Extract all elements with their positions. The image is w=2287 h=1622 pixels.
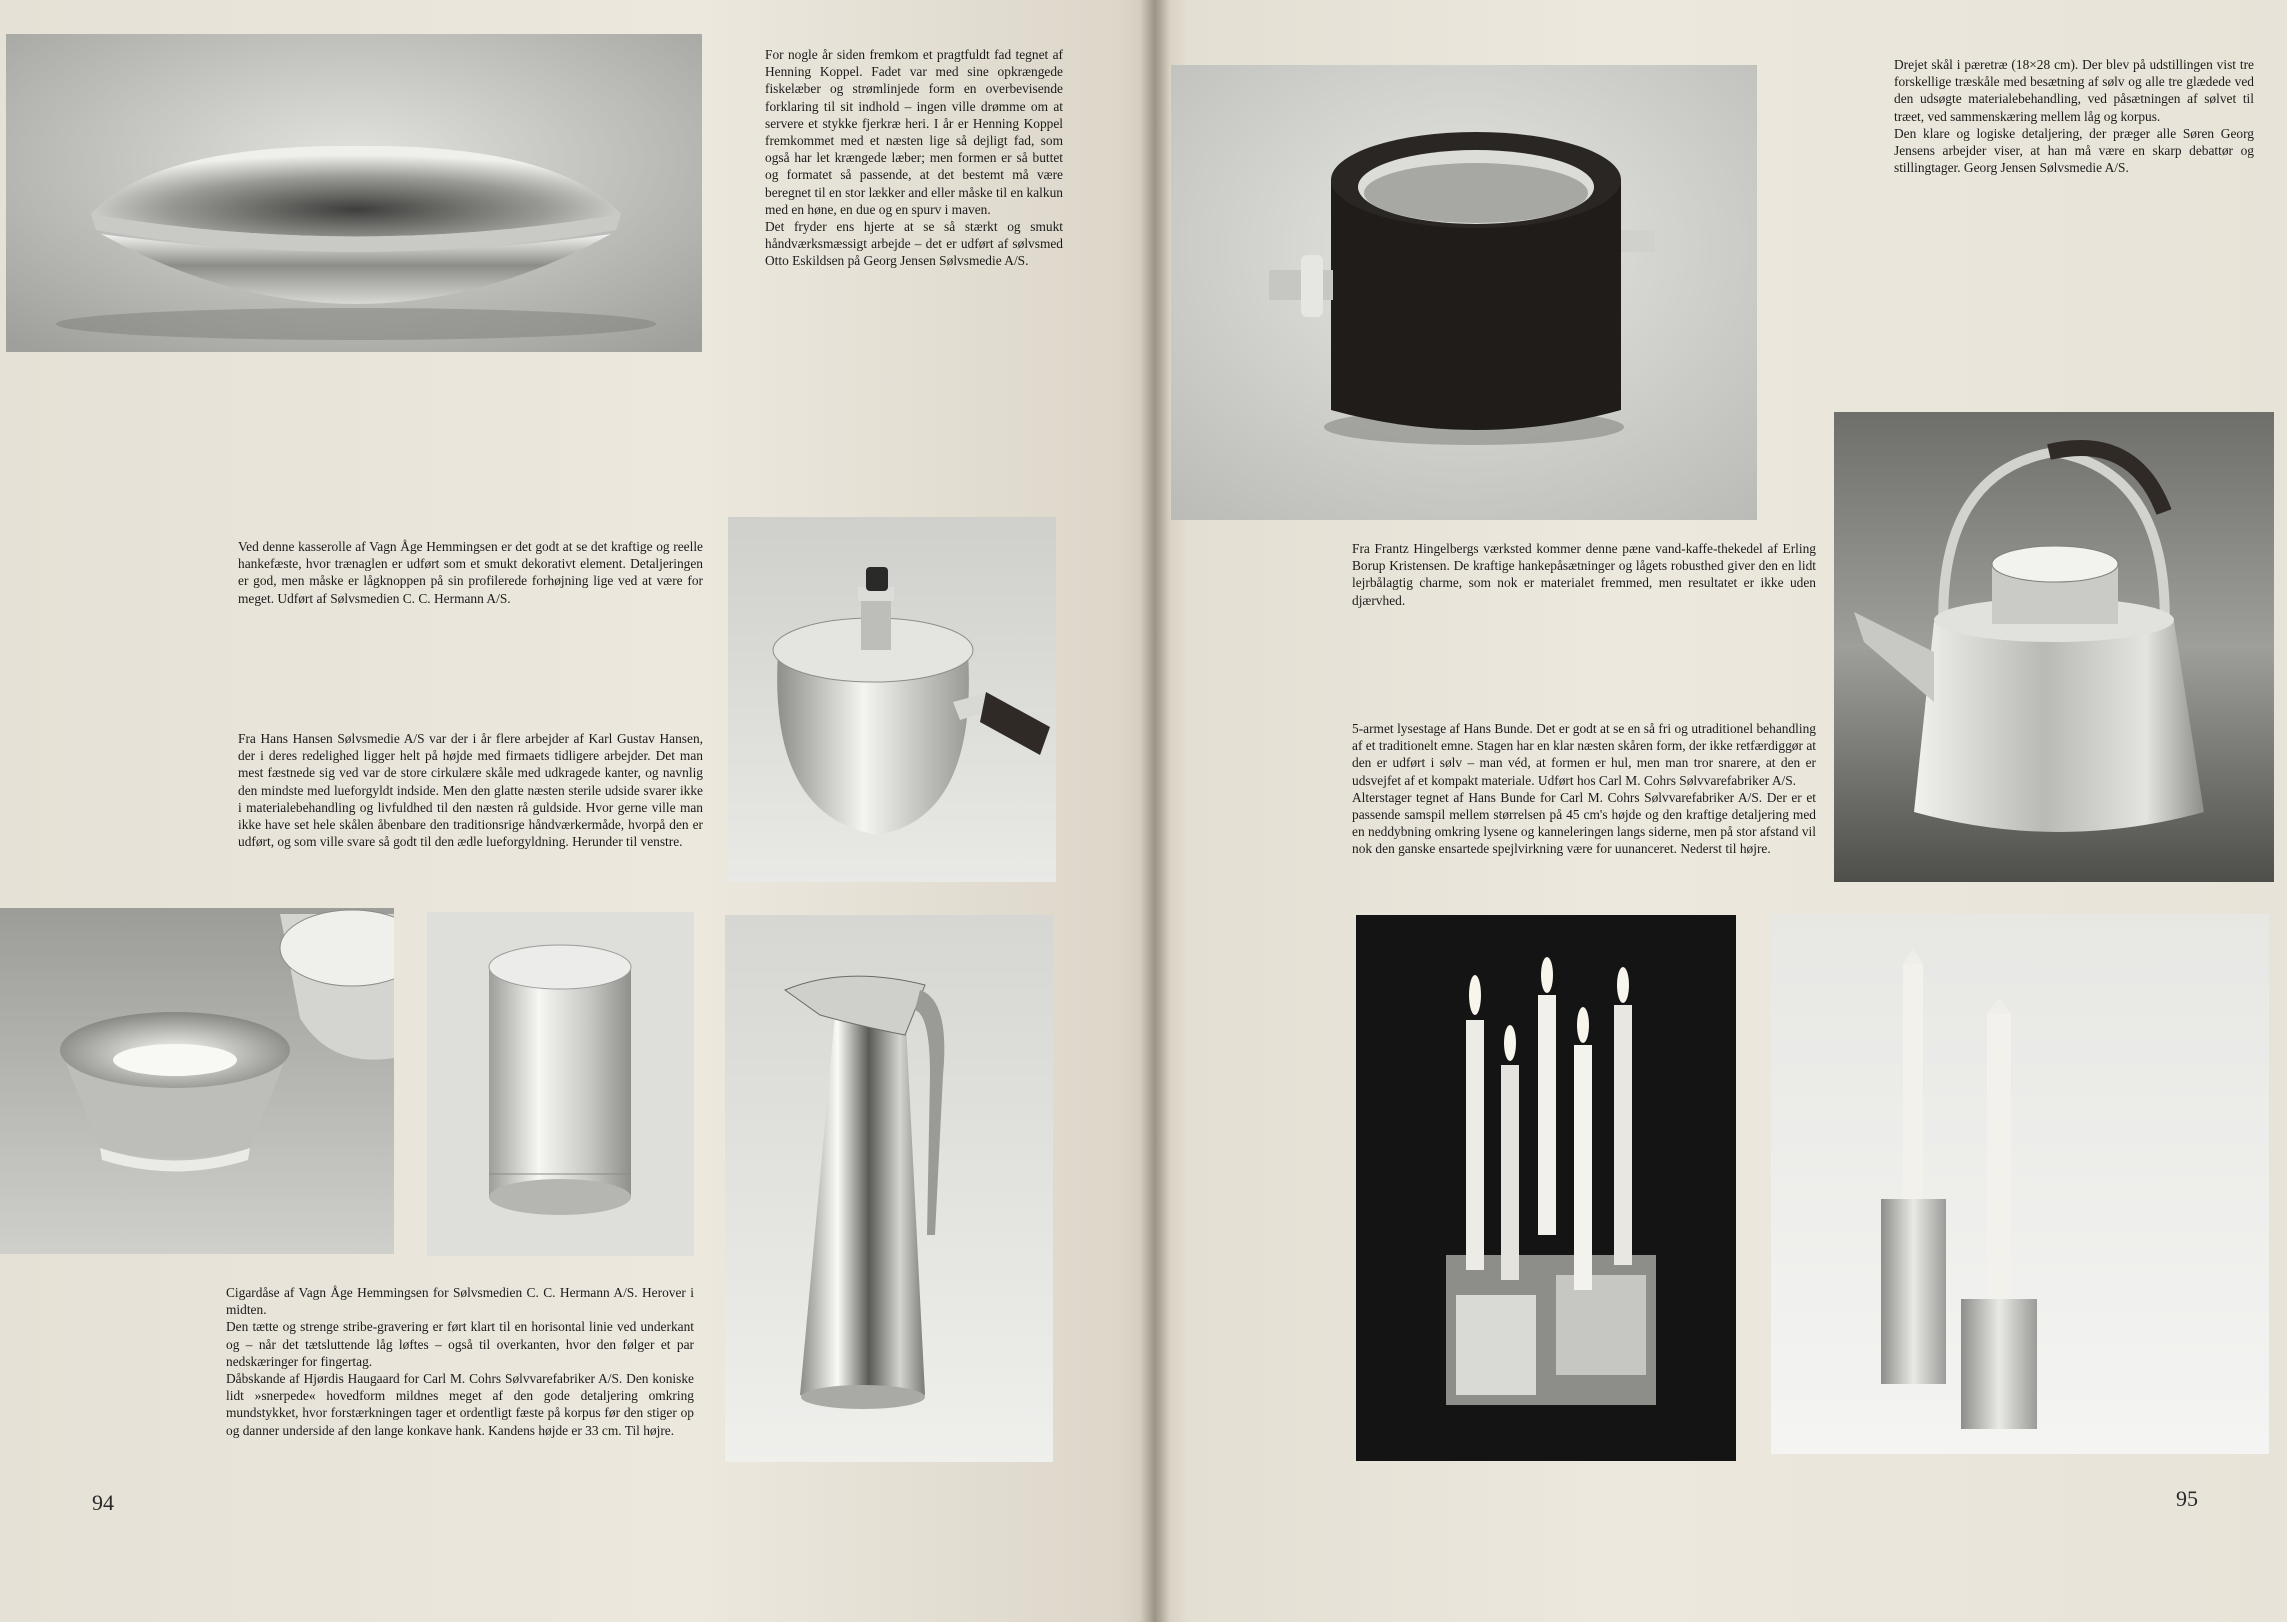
caption-paragraph: Ved denne kasserolle af Vagn Åge Hemmingsen er det godt at se det kraftige og reelle hankefæste, hvor trænaglen er udført som et smukt dekorativt element. Detaljeringen er god, men måske er lågknoppen på sin profilerede forhøjning lige ved at være for meget. Udført af Sølvsmedien C. C. Hermann A/S. bbox=[238, 539, 703, 606]
photo-gilded-bowl bbox=[0, 908, 394, 1254]
caption-paragraph: Fra Hans Hansen Sølvsmedie A/S var der i år flere arbejder af Karl Gustav Hansen, der i deres redelighed ligger helt på højde med firmaets tidligere arbejder. Det man mest fæstnede sig ved var de store cirkulære skåle med udkragede kanter, og navnlig den mindste med lueforgyldt indside. Men den glatte næsten sterile udside svarer ikke i materialebehandling og livfuldhed til den næsten rå guldside. Hvor gerne ville man ikke have set hele skålen åbenbare den traditionsrige håndværkermåde, hvorpå den er udført, og som ville svare så godt til den ædle lueforgyldning. Herunder til venstre. bbox=[238, 731, 703, 850]
photo-altar-candlesticks bbox=[1771, 914, 2269, 1454]
photo-christening-jug bbox=[725, 915, 1053, 1462]
caption-paragraph: Det fryder ens hjerte at se så stærkt og smukt håndværksmæssigt arbejde – det er udført af sølvsmed Otto Eskildsen på Georg Jensen Sølvsmedie A/S. bbox=[765, 219, 1063, 269]
caption-paragraph: Dåbskande af Hjørdis Haugaard for Carl M. Cohrs Sølvvarefabriker A/S. Den koniske lidt »snerpede« hovedform mildnes meget af den gode detaljering omkring mundstykket, hvor forstærkningen tager et ordentligt fæste på korpus før den stiger op og danner underside af den lange konkave hank. Kandens højde er 33 cm. Til højre. bbox=[226, 1371, 694, 1438]
photo-cigar-box bbox=[427, 912, 694, 1256]
photo-kasserolle bbox=[728, 517, 1056, 882]
book-spine bbox=[1140, 0, 1170, 1622]
caption-drejet bbox=[1894, 56, 2254, 176]
caption-paragraph: For nogle år siden fremkom et pragtfuldt fad tegnet af Henning Koppel. Fadet var med sine opkrængede fiskelæber og strømlinjede form en overbevisende forklaring til sit indhold – ingen ville drømme om at servere et stykke fjerkræ heri. I år er Henning Koppel fremkommet med et næsten lige så dejligt fad, som også har let krængede læber; men formen er så buttet og formatet så passende, at det bestemt må være beregnet til en stor lækker and eller måske til en kalkun med en høne, en due og en spurv i maven. bbox=[765, 47, 1063, 217]
caption-koppel bbox=[765, 46, 1063, 270]
caption-paragraph: Fra Frantz Hingelbergs værksted kommer denne pæne vand-kaffe-thekedel af Erling Borup Kristensen. De kraftige hankepåsætninger og lågets robusthed giver den en lidt lejrbålagtig charme, som nok er materialet fremmed, men resultatet er ikke uden djærvhed. bbox=[1352, 541, 1816, 608]
photo-kettle bbox=[1834, 412, 2274, 882]
photo-candelabrum bbox=[1356, 915, 1736, 1461]
right-page bbox=[1155, 0, 2287, 1622]
photo-koppel-silver-dish bbox=[6, 34, 702, 352]
caption-paragraph: Den tætte og strenge stribe-gravering er ført klart til en horisontal linie ved underkant og – når det tætsluttende låg løftes – også til overkanten, hvor den følger et par nedskæringer for fingertag. bbox=[226, 1319, 694, 1369]
caption-paragraph: Cigardåse af Vagn Åge Hemmingsen for Sølvsmedien C. C. Hermann A/S. Herover i midten. bbox=[226, 1285, 694, 1318]
page-number-left: 94 bbox=[92, 1490, 114, 1515]
caption-paragraph: Drejet skål i pæretræ (18×28 cm). Der blev på udstillingen vist tre forskellige træskåle med besætning af sølv og alle tre glædede ved den udsøgte materialebehandling, ved påsætningen af sølvet til træet, ved sammenskæring mellem låg og korpus. bbox=[1894, 57, 2254, 124]
caption-bunde bbox=[1352, 720, 1816, 858]
caption-paragraph: Alterstager tegnet af Hans Bunde for Carl M. Cohrs Sølvvarefabriker A/S. Der er et passende samspil mellem størrelsen på 45 cm's højde og den kraftige detaljering med en neddybning omkring lysene og kanneleringen langs siderne, men på stor afstand vil nok den ganske ensartede spejlvirkning være for uunanceret. Nederst til højre. bbox=[1352, 789, 1816, 857]
caption-hingelberg bbox=[1352, 540, 1816, 609]
photo-wooden-bowl bbox=[1171, 65, 1757, 520]
caption-cigar-jug bbox=[226, 1284, 694, 1439]
caption-paragraph: 5-armet lysestage af Hans Bunde. Det er godt at se en så fri og utraditionel behandling af et traditionelt emne. Stagen har en klar næsten skåren form, der ikke retfærdiggør at den er udført i sølv – man véd, at formen er hul, men man tror snarere, at den er udsvejfet af et kompakt materiale. Udført hos Carl M. Cohrs Sølvvarefabriker A/S. bbox=[1352, 721, 1816, 788]
caption-kasserolle bbox=[238, 538, 703, 607]
caption-paragraph: Den klare og logiske detaljering, der præger alle Søren Georg Jensens arbejder viser, at han må være en skarp debattør og stillingtager. Georg Jensen Sølvsmedie A/S. bbox=[1894, 125, 2254, 176]
caption-hansen bbox=[238, 730, 703, 850]
page-number-right: 95 bbox=[2176, 1486, 2198, 1511]
